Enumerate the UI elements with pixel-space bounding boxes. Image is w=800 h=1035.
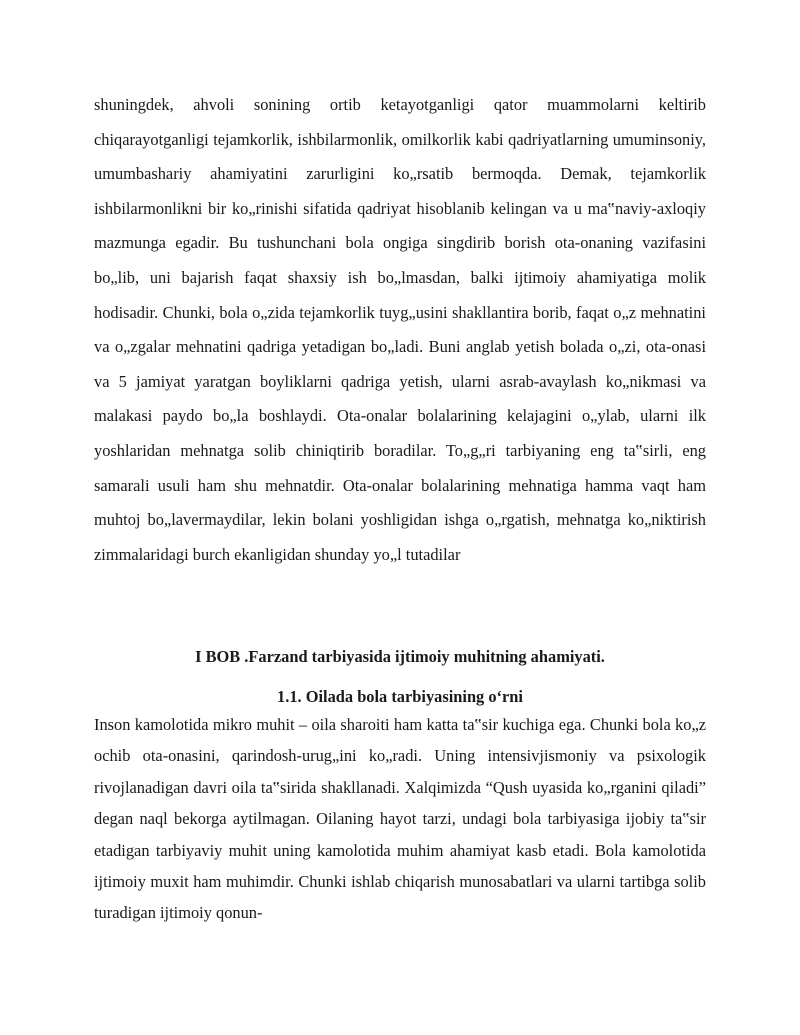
paragraph-spacer (94, 572, 706, 640)
document-page (94, 88, 706, 929)
body-paragraph-2: Inson kamolotida mikro muhit – oila sharoiti ham katta ta‟sir kuchiga ega. Chunki bola ko„z ochib ota-onasini, qarindosh-urug„ini ko„radi. Uning intensivjismoniy va psixologik rivojlanadigan davri oila ta‟sirida shakllanadi. Xalqimizda “Qush uyasida ko„rganini qiladi” degan naql bekorga aytilmagan. Oilaning hayot tarzi, undagi bola tarbiyasiga ijobiy ta‟sir etadigan tarbiyaviy muhit uning kamolotida muhim ahamiyat kasb etadi. Bola kamolotida ijtimoiy muxit ham muhimdir. Chunki ishlab chiqarish munosabatlari va ularni tartibga solib turadigan ijtimoiy qonun- (94, 714, 706, 923)
chapter-title: I BOB .Farzand tarbiyasida ijtimoiy muhitning ahamiyati. (195, 647, 605, 667)
body-paragraph-1: shuningdek, ahvoli sonining ortib ketayotganligi qator muammolarni keltirib chiqarayotganligi tejamkorlik, ishbilarmonlik, omilkorlik kabi qadriyatlarning umuminsoniy, umumbashariy ahamiyatini zarurligini ko„rsatib bermoqda. Demak, tejamkorlik ishbilarmonlikni bir ko„rinishi sifatida qadriyat hisoblanib kelingan va u ma‟naviy-axloqiy mazmunga egadir. Bu tushunchani bola ongiga singdirib borish ota-onaning vazifasini bo„lib, uni bajarish faqat shaxsiy ish bo„lmasdan, balki ijtimoiy ahamiyatiga molik hodisadir. Chunki, bola o„zida tejamkorlik tuyg„usini shakllantira borib, faqat o„z mehnatini va o„zgalar mehnatini qadriga yetadigan bo„ladi. Buni anglab yetish bolada o„zi, ota-onasi va 5 jamiyat yaratgan boyliklarni qadriga yetish, ularni asrab-avaylash ko„nikmasi va malakasi paydo bo„la boshlaydi. Ota-onalar bolalarining kelajagini o„ylab, ularni ilk yoshlaridan mehnatga solib chiniqtirib boradilar. To„g„ri tarbiyaning eng ta‟sirli, eng samarali usuli ham shu mehnatdir. Ota-onalar bolalarining mehnatiga hamma vaqt ham muhtoj bo„lavermaydilar, lekin bolani yoshligidan ishga o„rgatish, mehnatga ko„niktirish zimmalaridagi burch ekanligidan shunday yo„l tutadilar (94, 95, 706, 564)
section-title: 1.1. Oilada bola tarbiyasining o‘rni (277, 686, 523, 706)
